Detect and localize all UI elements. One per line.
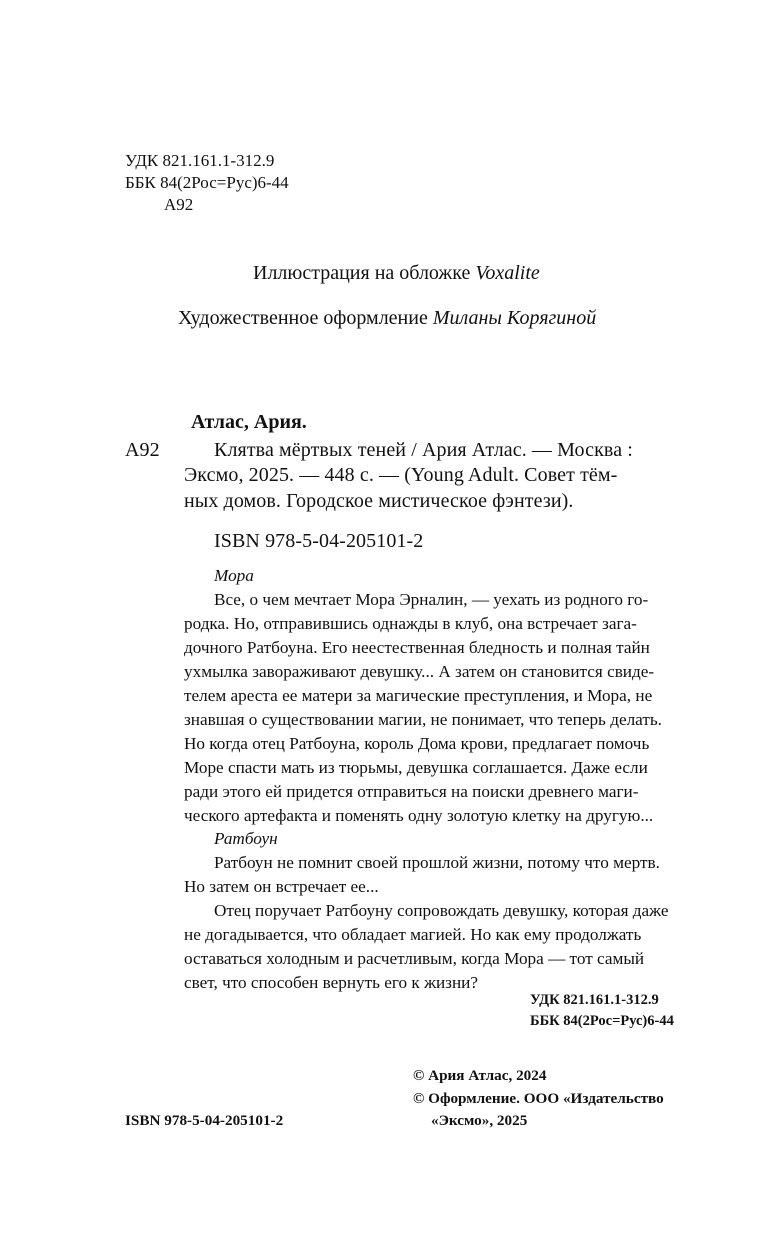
annotation-line: Ратбоун не помнит своей прошлой жизни, потому что мертв. (214, 853, 660, 872)
annotation-line: Отец поручает Ратбоуну сопровождать девушку, которая даже (214, 901, 669, 920)
bottom-isbn: ISBN 978-5-04-205101-2 (125, 1112, 284, 1129)
copyright-design: © Оформление. ООО «Издательство (413, 1090, 664, 1107)
copyright-author: © Ария Атлас, 2024 (413, 1067, 547, 1084)
footer-bbk-code: ББК 84(2Рос=Рус)6-44 (530, 1013, 674, 1029)
illustration-credit (253, 262, 540, 285)
annotation-line: телем ареста ее матери за магические преступления, и Мора, не (184, 686, 653, 705)
copyright-publisher: «Эксмо», 2025 (431, 1112, 528, 1129)
annotation-line: дочного Ратбоуна. Его неестественная бледность и полная тайн (184, 638, 650, 657)
annotation-heading-ratboun: Ратбоун (214, 829, 278, 848)
illustration-name: Voxalite (475, 262, 540, 284)
annotation-line: не догадывается, что обладает магией. Но как ему продолжать (184, 925, 642, 944)
udk-code: УДК 821.161.1-312.9 (125, 151, 275, 170)
annotation-line: ческого артефакта и поменять одну золотую клетку на другую... (184, 806, 654, 825)
design-label: Художественное оформление (178, 307, 428, 329)
bbk-code: ББК 84(2Рос=Рус)6-44 (125, 173, 289, 192)
bibliography-author: Атлас, Ария. (191, 411, 307, 433)
annotation-line: родка. Но, отправившись однажды в клуб, она встречает зага- (184, 614, 637, 633)
bibliography-mark: А92 (125, 439, 160, 461)
footer-udk-code: УДК 821.161.1-312.9 (530, 992, 659, 1008)
bibliography-line: Эксмо, 2025. — 448 с. — (Young Adult. Совет тём- (184, 464, 618, 486)
annotation-line: ради этого ей придется отправиться на поиски древнего маги- (184, 782, 639, 801)
annotation-line: Все, о чем мечтает Мора Эрналин, — уехать из родного го- (214, 590, 649, 609)
annotation-heading-mora: Мора (214, 566, 254, 585)
illustration-label: Иллюстрация на обложке (253, 262, 471, 284)
annotation-line: знавшая о существовании магии, не понимает, что теперь делать. (184, 710, 662, 729)
design-credit (178, 307, 596, 330)
bibliography-line: Клятва мёртвых теней / Ария Атлас. — Москва : (214, 439, 633, 461)
annotation-line: свет, что способен вернуть его к жизни? (184, 973, 478, 992)
annotation-line: Но затем он встречает ее... (184, 877, 379, 896)
annotation-line: Море спасти мать из тюрьмы, девушка соглашается. Даже если (184, 758, 648, 777)
bibliography-line: ных домов. Городское мистическое фэнтези). (184, 490, 574, 512)
design-name: Миланы Корягиной (432, 307, 597, 329)
annotation-line: ухмылка завораживают девушку... А затем он становится свиде- (184, 662, 655, 681)
author-mark: А92 (164, 195, 194, 214)
annotation-line: оставаться холодным и расчетливым, когда Мора — тот самый (184, 949, 645, 968)
bibliography-isbn: ISBN 978-5-04-205101-2 (214, 530, 424, 552)
annotation-line: Но когда отец Ратбоуна, король Дома крови, предлагает помочь (184, 734, 650, 753)
